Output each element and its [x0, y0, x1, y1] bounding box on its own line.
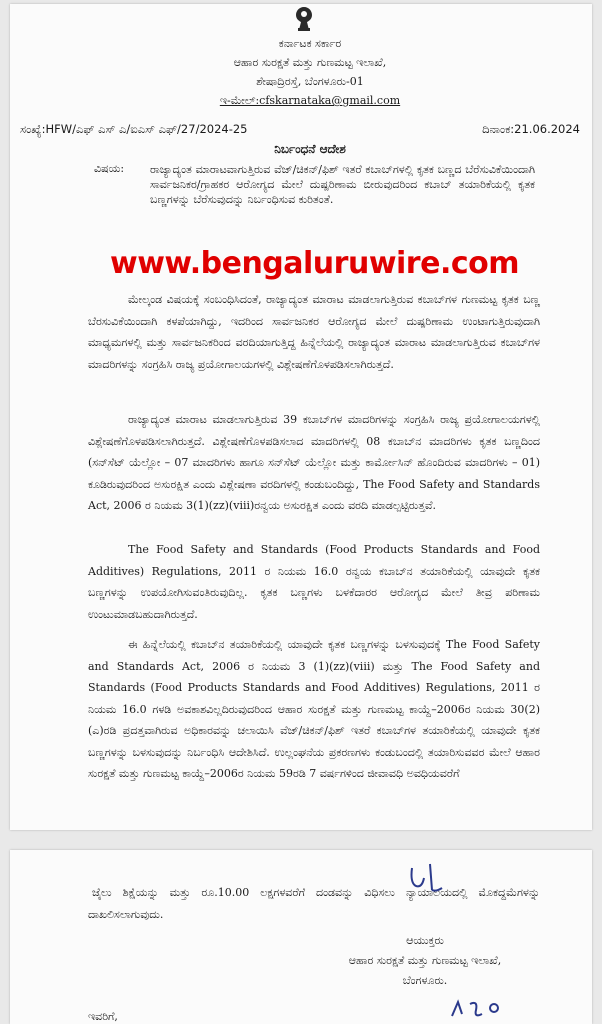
- watermark: www.bengaluruwire.com: [110, 246, 520, 281]
- paragraph-2: ರಾಜ್ಯಾದ್ಯಂತ ಮಾರಾಟ ಮಾಡಲಾಗುತ್ತಿರುವ 39 ಕಬಾಬ್‌ಗಳ ಮಾದರಿಗಳನ್ನು ಸಂಗ್ರಹಿಸಿ ರಾಜ್ಯ ಪ್ರಯೋಗಾಲಯಗಳಲ್ಲಿ ವಿಶ್ಲೇಷಣೆಗೊಳಪಡಿಸಲಾಗಿರುತ್ತದೆ. ವಿಶ್ಲೇಷಣೆಗೊಳಪಡಿಸಲಾದ ಮಾದರಿಗಳಲ್ಲಿ 08 ಕಬಾಬ್‌ನ ಮಾದರಿಗಳು ಕೃತಕ ಬಣ್ಣದಿಂದ (ಸನ್‌ಸೆಟ್ ಯೆಲ್ಲೋ – 07 ಮಾದರಿಗಳು ಹಾಗೂ ಸನ್‌ಸೆಟ್ ಯೆಲ್ಲೋ ಮತ್ತು ಕಾರ್ಮೋಸಿನ್ ಹೊಂದಿರುವ ಮಾದರಿಗಳು – 01) ಕೂಡಿರುವುದರಿಂದ ಅಸುರಕ್ಷಿತ ಎಂದು ವಿಶ್ಲೇಷಣಾ ವರದಿಗಳಲ್ಲಿ ಕಂಡುಬಂದಿದ್ದು, The Food Safety and Standards Act, 2006 ರ ನಿಯಮ 3(1)(zz)(viii)ರನ್ವಯ ಅಸುರಕ್ಷಿತ ಎಂದು ವರದಿ ಮಾಡಲ್ಪಟ್ಟಿರುತ್ತವೆ.: [88, 413, 540, 512]
- department-email: ಇ-ಮೇಲ್:cfskarnataka@gmail.com: [219, 94, 401, 107]
- paragraph-1: ಮೇಲ್ಕಂಡ ವಿಷಯಕ್ಕೆ ಸಂಬಂಧಿಸಿದಂತೆ, ರಾಜ್ಯಾದ್ಯಂತ ಮಾರಾಟ ಮಾಡಲಾಗುತ್ತಿರುವ ಕಬಾಬ್‌ಗಳ ಗುಣಮಟ್ಟ ಕೃತಕ ಬಣ್ಣ ಬೆರಸುವಿಕೆಯಿಂದಾಗಿ ಕಳಪೆಯಾಗಿದ್ದು, ಇದರಿಂದ ಸಾರ್ವಜನಿಕರ ಆರೋಗ್ಯದ ಮೇಲೆ ದುಷ್ಪರಿಣಾಮ ಉಂಟಾಗುತ್ತಿರುವುದಾಗಿ ಮಾಧ್ಯಮಗಳಲ್ಲಿ ಮತ್ತು ಸಾರ್ವಜನಿಕರಿಂದ ವರದಿಯಾಗುತ್ತಿದ್ದ ಹಿನ್ನೆಲೆಯಲ್ಲಿ ರಾಜ್ಯಾದ್ಯಂತ ಮಾರಾಟ ಮಾಡಲಾಗುತ್ತಿರುವ ಕಬಾಬ್‌ಗಳ ಮಾದರಿಗಳನ್ನು ಸಂಗ್ರಹಿಸಿ ರಾಜ್ಯ ಪ್ರಯೋಗಾಲಯಗಳಲ್ಲಿ ವಿಶ್ಲೇಷಣೆಗೊಳಪಡಿಸಲಾಗಿರುತ್ತದೆ.: [88, 293, 540, 371]
- addressee-label: ಇವರಿಗೆ,: [88, 1010, 118, 1023]
- karnataka-emblem-icon: [293, 6, 315, 32]
- paragraph-4: ಈ ಹಿನ್ನೆಲೆಯಲ್ಲಿ ಕಬಾಬ್‌ನ ತಯಾರಿಕೆಯಲ್ಲಿ ಯಾವುದೇ ಕೃತಕ ಬಣ್ಣಗಳನ್ನು ಬಳಸುವುದಕ್ಕೆ The Food Safety and Standards Act, 2006 ರ ನಿಯಮ 3 (1)(zz)(viii) ಮತ್ತು The Food Safety and Standards (Food Products Standards and Food Additives) Regulations, 2011 ರ ನಿಯಮ 16.0 ಗಳಡಿ ಅವಕಾಶವಿಲ್ಲದಿರುವುದರಿಂದ ಆಹಾರ ಸುರಕ್ಷತೆ ಮತ್ತು ಗುಣಮಟ್ಟ ಕಾಯ್ದೆ–2006ರ ನಿಯಮ 30(2)(ಎ)ರಡಿ ಪ್ರದತ್ತವಾಗಿರುವ ಅಧಿಕಾರವನ್ನು ಚಲಾಯಿಸಿ ವೆಜ್/ಚಿಕನ್/ಫಿಶ್ ಇತರೆ ಕಬಾಬ್‌ಗಳ ತಯಾರಿಕೆಯಲ್ಲಿ ಯಾವುದೇ ಕೃತಕ ಬಣ್ಣಗಳನ್ನು ಬಳಸುವುದನ್ನು ನಿರ್ಬಂಧಿಸಿ ಆದೇಶಿಸಿದೆ. ಉಲ್ಲಂಘನೆಯ ಪ್ರಕರಣಗಳು ಕಂಡುಬಂದಲ್ಲಿ ತಯಾರಿಸುವವರ ಮೇಲೆ ಆಹಾರ ಸುರಕ್ಷತೆ ಮತ್ತು ಗುಣಮಟ್ಟ ಕಾಯ್ದೆ–2006ರ ನಿಯಮ 59ರಡಿ 7 ವರ್ಷಗಳಿಂದ ಜೀವಾವಧಿ ಅವಧಿಯವರೆಗೆ: [88, 638, 540, 780]
- govt-name: ಕರ್ನಾಟಕ ಸರ್ಕಾರ: [278, 37, 342, 50]
- page2-paragraph: ಜೈಲು ಶಿಕ್ಷೆಯನ್ನು ಮತ್ತು ರೂ.10.00 ಲಕ್ಷಗಳವರೆಗೆ ದಂಡವನ್ನು ವಿಧಿಸಲು ನ್ಯಾಯಾಲಯದಲ್ಲಿ ಮೊಕದ್ದಮೆಗಳನ್ನು ದಾಖಲಿಸಲಾಗುವುದು.: [88, 886, 540, 921]
- paragraph-3: The Food Safety and Standards (Food Products Standards and Food Additives) Regulations, 2011 ರ ನಿಯಮ 16.0 ರನ್ವಯ ಕಬಾಬ್‌ನ ತಯಾರಿಕೆಯಲ್ಲಿ ಯಾವುದೇ ಕೃತಕ ಬಣ್ಣಗಳನ್ನು ಉಪಯೋಗಿಸುವಂತಿರುವುದಿಲ್ಲ. ಕೃತಕ ಬಣ್ಣಗಳು ಬಳಕೆದಾರರ ಆರೋಗ್ಯದ ಮೇಲೆ ತೀವ್ರ ಪರಿಣಾಮ ಉಂಟುಮಾಡಬಹುದಾಗಿರುತ್ತದೆ.: [88, 543, 540, 621]
- reference-number: ಸಂಖ್ಯೆ:HFW/ಎಫ್ ಎಸ್ ಎ/ಐಎಸ್ ಎಫ್/27/2024-25: [20, 122, 248, 136]
- subject-text: ರಾಜ್ಯಾದ್ಯಂತ ಮಾರಾಟವಾಗುತ್ತಿರುವ ವೆಜ್/ಚಿಕನ್/ಫಿಶ್ ಇತರೆ ಕಬಾಬ್‌ಗಳಲ್ಲಿ ಕೃತಕ ಬಣ್ಣದ ಬೆರೆಸುವಿಕೆಯಿಂದಾಗಿ ಸಾರ್ವಜನಿಕರ/ಗ್ರಾಹಕರ ಆರೋಗ್ಯದ ಮೇಲೆ ದುಷ್ಪರಿಣಾಮ ಬೀರುವುದರಿಂದ ಕಬಾಬ್ ತಯಾರಿಕೆಯಲ್ಲಿ ಕೃತಕ ಬಣ್ಣಗಳನ್ನು ಬೆರೆಸುವುದನ್ನು ನಿರ್ಬಂಧಿಸುವ ಕುರಿತಂತೆ.: [150, 163, 535, 206]
- order-date: ದಿನಾಂಕ:21.06.2024: [482, 122, 580, 136]
- initials-icon: [448, 996, 508, 1022]
- department-address: ಶೇಷಾದ್ರಿರಸ್ತೆ, ಬೆಂಗಳೂರು-01: [256, 75, 364, 88]
- signature-icon: [402, 858, 462, 898]
- document-page-2: [10, 850, 592, 1024]
- subject-label: ವಿಷಯ:: [94, 162, 125, 175]
- order-title: ನಿರ್ಬಂಧನೆ ಆದೇಶ: [274, 142, 346, 156]
- signatory-city: ಬೆಂಗಳೂರು.: [402, 974, 448, 987]
- signatory-title: ಆಯುಕ್ತರು: [406, 934, 444, 947]
- document-page-1: [10, 4, 592, 830]
- department-name: ಆಹಾರ ಸುರಕ್ಷತೆ ಮತ್ತು ಗುಣಮಟ್ಟ ಇಲಾಖೆ,: [233, 56, 387, 69]
- signatory-department: ಆಹಾರ ಸುರಕ್ಷತೆ ಮತ್ತು ಗುಣಮಟ್ಟ ಇಲಾಖೆ,: [348, 954, 502, 967]
